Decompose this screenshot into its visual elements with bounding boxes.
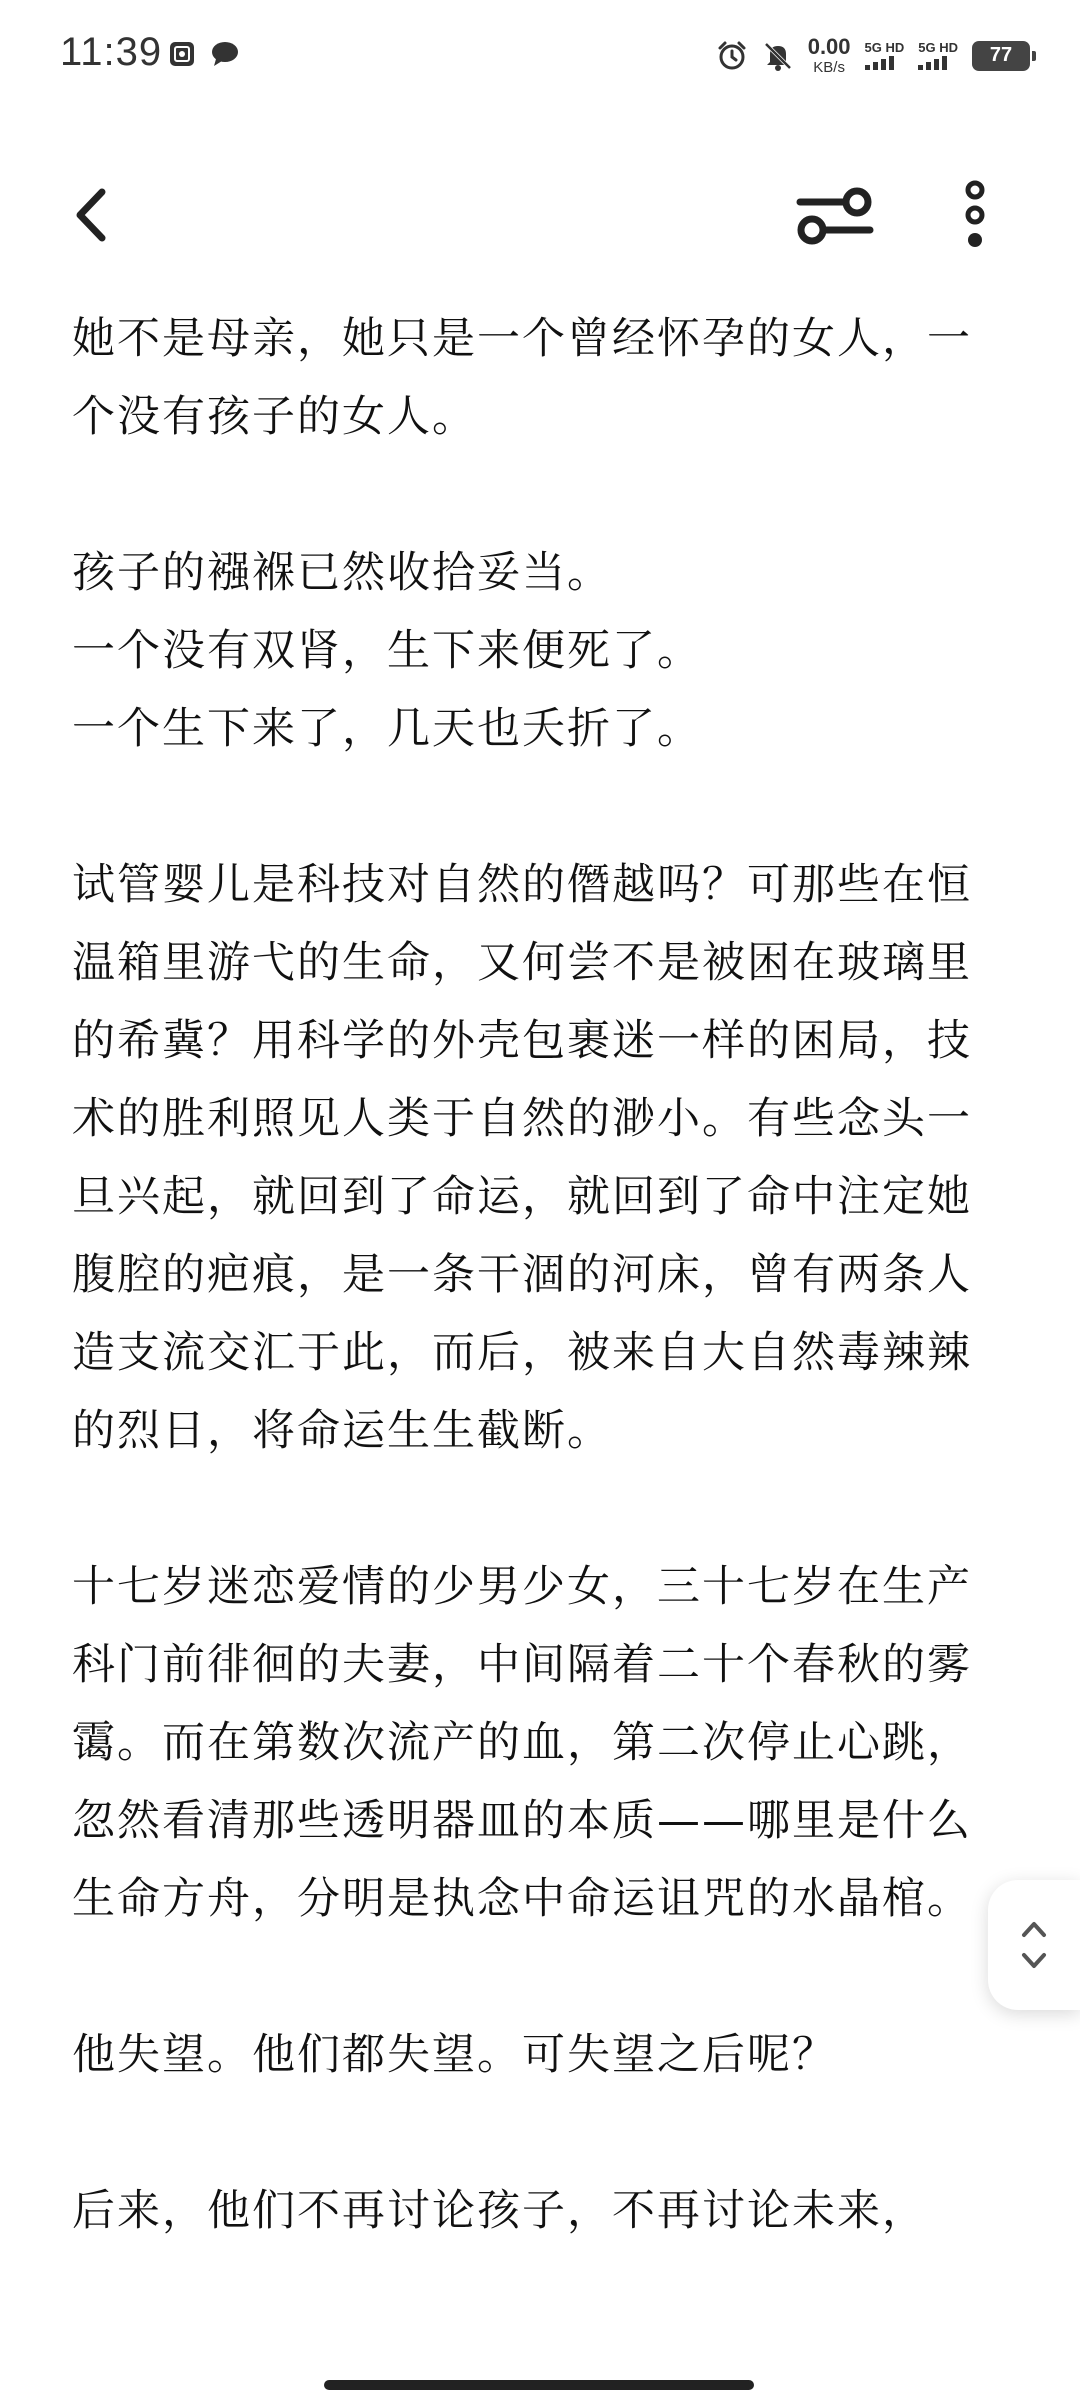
paragraph: 试管婴儿是科技对自然的僭越吗？可那些在恒温箱里游弋的生命，又何尝不是被困在玻璃里的希冀？用科学的外壳包裹迷一样的困局，技术的胜利照见人类于自然的渺小。有些念头一旦兴起，就回到了命运，就回到了命中注定她腹腔的疤痕，是一条干涸的河床，曾有两条人造支流交汇于此，而后，被来自大自然毒辣辣的烈日，将命运生生截断。 xyxy=(72,860,972,1456)
paragraph: 孩子的襁褓已然收拾妥当。 一个没有双肾，生下来便死了。 一个生下来了，几天也夭折了。 xyxy=(72,548,702,754)
status-time: 11:39 xyxy=(60,30,163,74)
signal-bars-icon xyxy=(918,56,947,70)
paragraph: 后来，他们不再讨论孩子，不再讨论未来， xyxy=(72,2186,927,2236)
paragraph: 她不是母亲，她只是一个曾经怀孕的女人，一个没有孩子的女人。 xyxy=(72,314,972,442)
sliders-icon xyxy=(790,180,880,250)
article-body xyxy=(72,300,1012,2328)
gallery-notification-icon xyxy=(168,40,196,68)
signal-bars-icon xyxy=(865,56,894,70)
status-system-icons xyxy=(716,36,1030,75)
chevron-left-icon xyxy=(60,180,130,250)
status-bar xyxy=(0,0,1080,110)
reading-settings-button[interactable] xyxy=(790,180,880,250)
chevron-up-icon[interactable] xyxy=(1019,1918,1049,1940)
status-notification-icons xyxy=(168,40,240,68)
battery-level: 77 xyxy=(989,44,1013,66)
page-scroll-control xyxy=(988,1880,1080,2010)
app-bar xyxy=(0,150,1080,280)
back-button[interactable] xyxy=(60,180,130,250)
chevron-down-icon[interactable] xyxy=(1019,1950,1049,1972)
more-vertical-icon xyxy=(940,180,1010,250)
network-speed-unit: KB/s xyxy=(813,59,845,76)
sim1-label: 5G HD xyxy=(864,40,905,55)
message-notification-icon xyxy=(210,40,240,68)
paragraph: 十七岁迷恋爱情的少男少女，三十七岁在生产科门前徘徊的夫妻，中间隔着二十个春秋的雾霭。而在第数次流产的血，第二次停止心跳，忽然看清那些透明器皿的本质——哪里是什么生命方舟，分明是执念中命运诅咒的水晶棺。 xyxy=(72,1562,972,1924)
sim2-signal xyxy=(918,41,958,70)
sim2-label: 5G HD xyxy=(918,40,958,55)
sim1-signal xyxy=(865,41,905,70)
network-speed-value: 0.00 xyxy=(807,34,851,59)
home-indicator[interactable] xyxy=(324,2380,754,2390)
battery-icon xyxy=(972,41,1030,71)
alarm-icon xyxy=(716,40,748,72)
paragraph: 他失望。他们都失望。可失望之后呢？ xyxy=(72,2030,837,2080)
network-speed xyxy=(808,36,851,75)
mute-bell-icon xyxy=(762,40,794,72)
more-options-button[interactable] xyxy=(940,180,1010,250)
